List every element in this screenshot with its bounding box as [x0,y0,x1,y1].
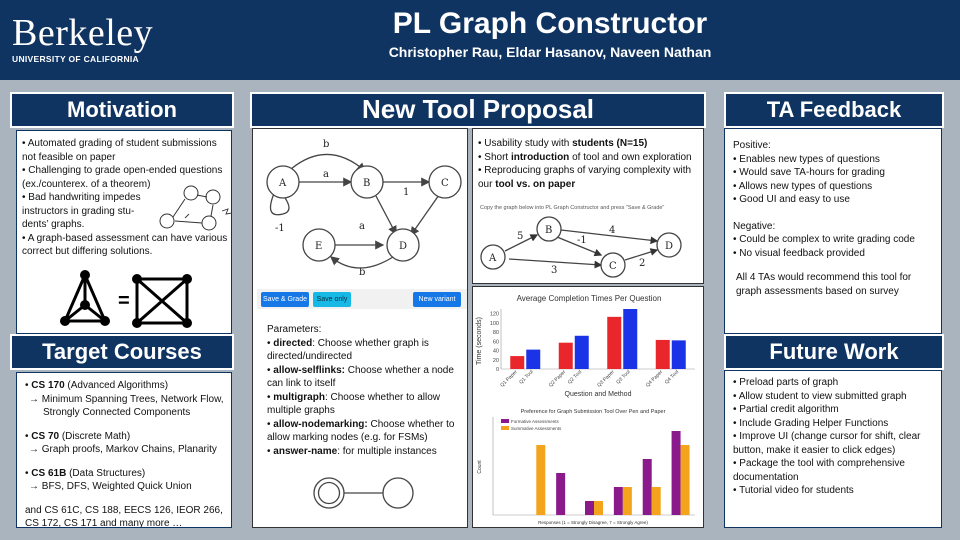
positive-item: • Would save TA-hours for grading [733,167,885,178]
future-item: documentation [733,471,799,483]
example-graph [253,129,468,289]
ta-feedback-heading: TA Feedback [724,92,944,128]
future-work-heading: Future Work [724,334,944,370]
bar [672,431,681,515]
instruction-text: Copy the graph below into PL Graph Constructor and press "Save & Grade" [480,205,665,211]
course-name: (Data Structures) [66,467,146,479]
positive-item: • Enables new types of questions [733,153,880,165]
motivation-line: • Bad handwriting impedes [22,192,141,203]
weighted-edge-label: 5 [517,231,524,242]
usability-panel [472,128,704,284]
y-tick-label: 80 [492,330,499,337]
course-item [25,379,223,420]
future-item: • Package the tool with comprehensive [733,458,905,469]
weighted-node-label: D [665,241,674,252]
usability-text: • Usability study with [478,138,573,149]
motivation-line: dents’ graphs. [22,219,85,230]
y-tick-label: 0 [495,367,499,373]
target-footer [25,504,223,529]
bar [607,317,621,369]
course-topics: Strongly Connected Components [43,407,191,418]
parameter-item: • allow-nodemarking: Choose whether to allow marking nodes (e.g. for FSMs) [267,418,455,443]
future-work-panel [724,370,942,528]
feedback-summary [733,271,933,298]
graph-edge-label: a [323,169,329,180]
x-tick-label: Q1 Tool [518,369,535,386]
bar [536,445,545,515]
future-item: button, make it easier to click edges) [733,444,896,456]
bar [556,473,565,515]
save-grade-button[interactable]: Save & Grade [261,292,309,307]
ta-feedback-panel [724,128,942,334]
weighted-graph [473,213,704,283]
negative-title: Negative: [733,220,776,232]
poster-authors: Christopher Rau, Eldar Hasanov, Naveen Nathan [388,44,712,60]
berkeley-logo [12,14,153,64]
x-tick-label: Q1 Paper [499,369,519,389]
motivation-line: (ex./counterex. of a theorem) [22,178,151,190]
poster-title: PL Graph Constructor [392,7,708,40]
bar [643,459,652,515]
graph-node-label: A [279,178,287,189]
graph-node-label: C [441,178,449,189]
weighted-edge-label: 2 [639,258,646,269]
course-title: • CS 61B (Data Structures) [25,467,146,479]
y-axis-label: Count [477,460,483,474]
chart-title: Preference for Graph Submission Tool Over Pen and Paper [520,409,666,415]
future-item: • Partial credit algorithm [733,404,839,415]
x-tick-label: Q3 Paper [596,369,616,389]
fsm-example [309,473,419,513]
bar [656,340,670,369]
y-tick-label: 120 [489,311,499,318]
positive-item: • Good UI and easy to use [733,194,850,205]
parameter-item: • directed: Choose whether graph is directed/undirected [267,337,429,362]
y-tick-label: 60 [492,339,499,346]
logo-word: Berkeley [12,12,154,54]
chart-title: Average Completion Times Per Question [516,294,662,303]
motivation-line: not feasible on paper [22,151,116,163]
target-courses-heading: Target Courses [10,334,234,370]
logo-subtitle: UNIVERSITY OF CALIFORNIA [12,54,139,64]
preference-chart [473,405,704,527]
parameter-name: multigraph [273,391,325,403]
y-tick-label: 20 [492,357,499,364]
motivation-panel [16,130,232,334]
parameters-title: Parameters: [267,324,322,335]
legend-label: Summative Assessments [511,426,562,431]
x-tick-label: Q2 Tool [566,369,584,386]
weighted-edge-label: 4 [609,225,616,236]
proposal-heading: New Tool Proposal [250,92,706,128]
weighted-node-label: B [545,225,553,236]
target-courses-panel [16,372,232,528]
bar [526,350,540,369]
weighted-node-label: C [609,261,617,272]
x-tick-label: Q3 Tool [615,369,632,386]
usability-line [478,137,698,151]
course-name: (Discrete Math) [59,430,131,442]
bar [594,501,603,515]
y-tick-label: 100 [489,320,499,327]
save-only-button[interactable]: Save only [313,292,351,307]
y-axis-label: Time (seconds) [476,317,483,365]
x-tick-label: Q2 Paper [547,369,568,389]
negative-item: • Could be complex to write grading code [733,234,915,245]
bar [585,501,594,515]
motivation-line: • Challenging to grade open-ended questions [22,165,223,176]
y-tick-label: 40 [492,348,499,355]
bar [652,487,661,515]
bar [510,356,524,369]
parameter-item: • answer-name: for multiple instances [267,445,437,457]
bar [614,487,623,515]
positive-title: Positive: [733,140,771,151]
usability-bold: students (N=15) [572,138,648,149]
x-tick-label: Q4 Paper [644,369,665,389]
usability-bold: introduction [510,151,570,163]
graph-edge-label: b [359,267,366,278]
parameter-name: allow-selflinks: [273,364,345,376]
course-code: CS 170 [31,380,65,391]
course-topics: → Minimum Spanning Trees, Network Flow, [29,393,224,405]
course-title: • CS 170 (Advanced Algorithms) [25,380,169,391]
graph-builder-panel [252,128,468,528]
x-axis-label: Question and Method [564,391,632,398]
weighted-edge-label: 3 [551,265,558,276]
usability-text: our [478,178,496,190]
bar [623,309,637,369]
course-topics: → Graph proofs, Markov Chains, Planarity [29,444,217,455]
parameter-desc: : Choose whether graph is directed/undirected [267,337,429,362]
course-item [25,467,223,494]
usability-bold: tool vs. on paper [495,178,576,190]
usability-line: • Reproducing graphs of varying complexity with [478,165,692,176]
graph-edge-label: -1 [275,223,285,234]
motivation-line: instructors in grading stu- [22,205,135,217]
course-name: (Advanced Algorithms) [64,380,169,391]
completion-times-chart [473,289,704,399]
graph-node-label: D [399,241,408,252]
usability-text: of tool and own exploration [569,151,692,163]
summary-line: graph assessments based on survey [736,285,899,297]
parameter-desc: : Choose whether to allow multiple graphs [267,391,441,416]
parameter-name: directed [273,337,313,349]
usability-line [478,178,698,192]
equals-sign: = [118,290,130,312]
bar [681,445,690,515]
bar [623,487,632,515]
future-item: • Improve UI (change cursor for shift, clear [733,431,921,442]
bar [559,343,573,369]
bar [575,336,589,369]
course-title: • CS 70 (Discrete Math) [25,430,131,442]
bar [672,340,686,369]
parameter-desc: Choose whether to allow marking nodes (e.g. for FSMs) [267,418,455,443]
weighted-node-label: A [489,253,497,264]
graph-node-label: B [363,178,371,189]
legend-swatch [501,419,509,423]
course-code: CS 70 [31,430,60,442]
target-footer-line: CS 172, CS 171 and many more … [25,518,183,528]
graph-edge-label: 1 [403,187,410,198]
graph-edge-label: b [323,139,330,150]
course-item [25,430,223,457]
future-item: • Include Grading Helper Functions [733,417,889,429]
x-tick-label: Q4 Tool [663,369,681,386]
parameter-item: • multigraph: Choose whether to allow multiple graphs [267,391,441,416]
summary-line: All 4 TAs would recommend this tool for [736,272,912,283]
handwritten-graph-sketch [157,183,232,233]
future-item: • Tutorial video for students [733,485,854,496]
motivation-line: • A graph-based assessment can have various [22,232,228,244]
positive-item: • Allows new types of questions [733,180,873,192]
legend-label: Formative Assessments [511,419,559,424]
target-footer-line: and CS 61C, CS 188, EECS 126, IEOR 266, [25,504,223,516]
negative-item: • No visual feedback provided [733,247,865,259]
course-code: CS 61B [31,467,67,479]
motivation-line: correct but differing solutions. [22,246,153,257]
charts-panel [472,286,704,528]
parameter-desc: : for multiple instances [337,445,437,457]
usability-line [478,151,698,165]
parameter-name: answer-name [273,445,338,457]
future-item: • Allow student to view submitted graph [733,390,907,402]
parameters-block [267,323,463,458]
graph-node-label: E [315,241,323,252]
parameter-desc: Choose whether a node can link to itself [267,364,454,389]
x-axis-label: Responses (1 = Strongly Disagree, 7 = Strongly Agree) [538,520,648,525]
new-variant-button[interactable]: New variant [413,292,461,307]
motivation-line: • Automated grading of student submissions [22,138,217,149]
course-topics: → BFS, DFS, Weighted Quick Union [29,481,192,492]
usability-text: • Short [478,151,511,163]
graph-example-icons [57,269,202,329]
weighted-edge-label: -1 [577,235,587,246]
future-item: • Preload parts of graph [733,377,839,388]
graph-edge-label: a [359,221,365,232]
parameter-name: allow-nodemarking: [273,418,368,430]
parameter-item: • allow-selflinks: Choose whether a node can link to itself [267,364,454,389]
motivation-heading: Motivation [10,92,234,128]
legend-swatch [501,426,509,430]
